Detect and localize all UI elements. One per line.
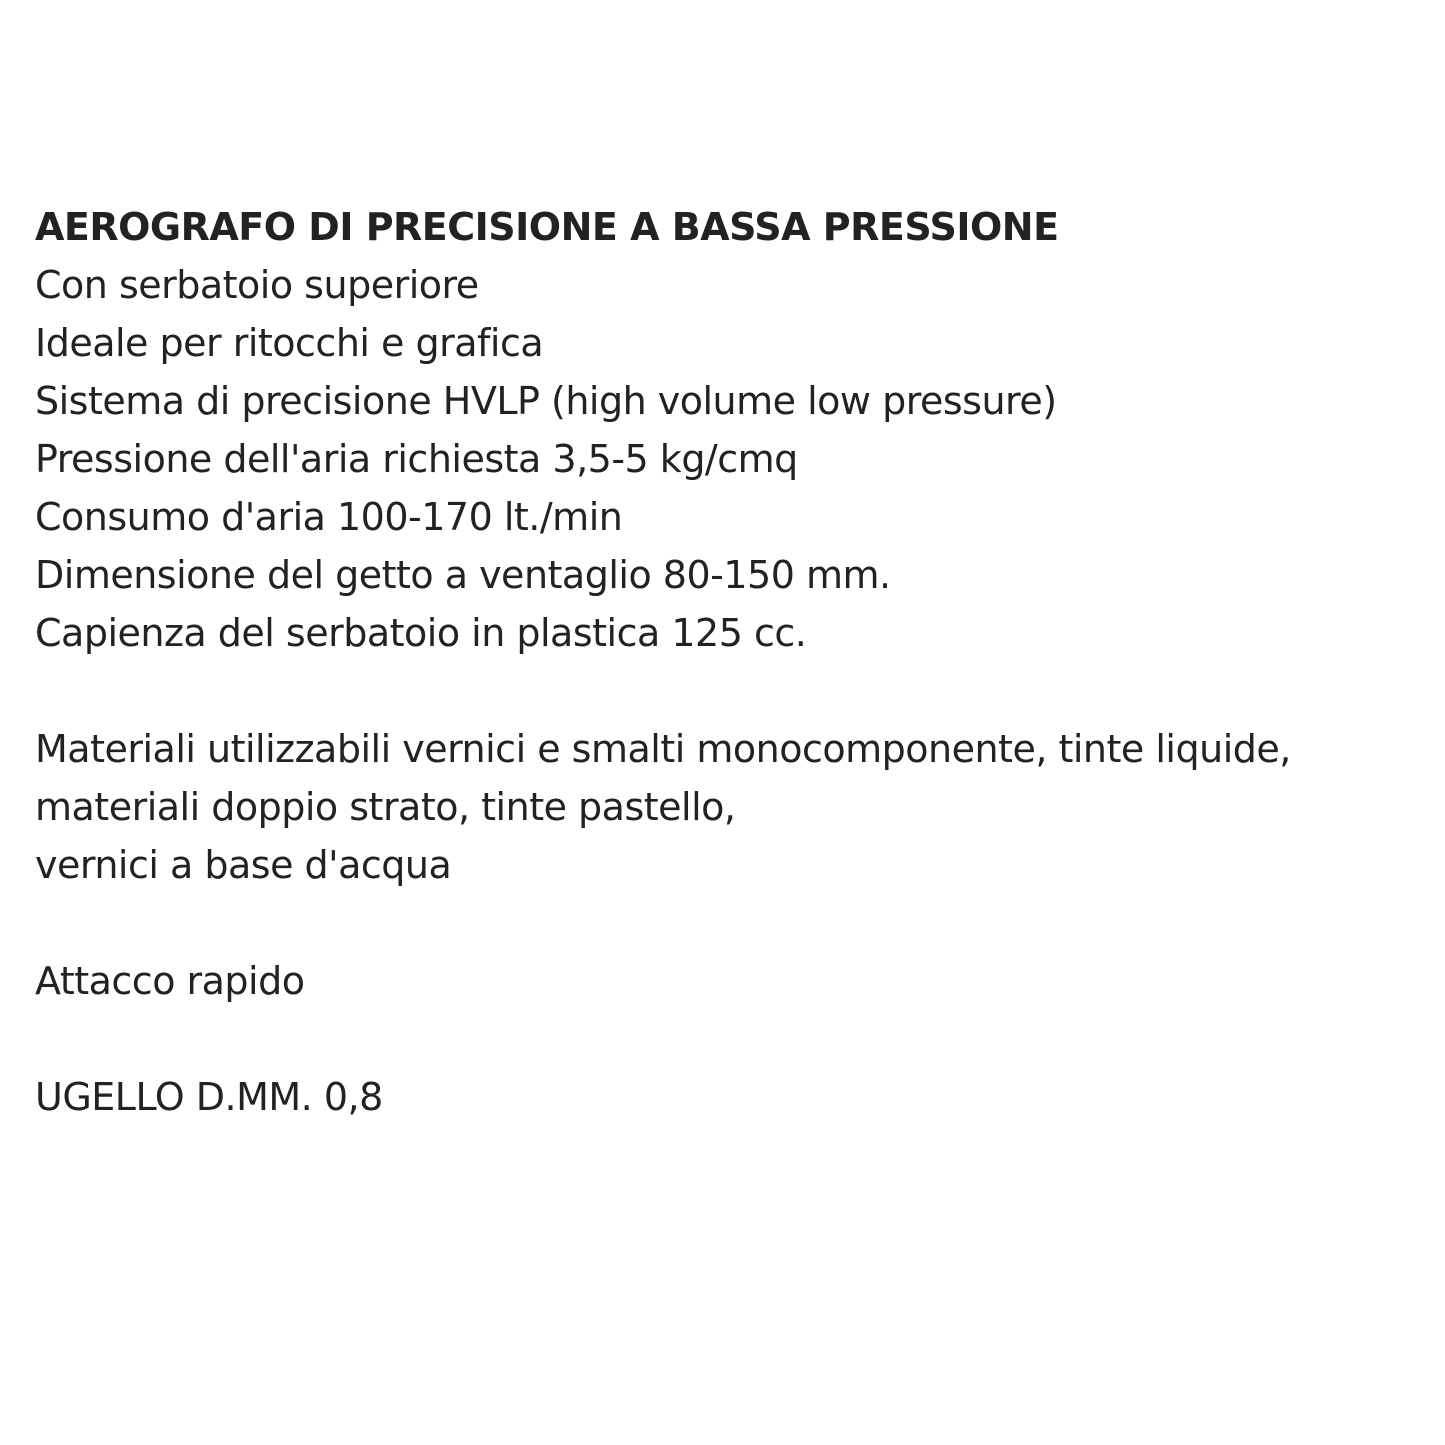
nozzle-line: UGELLO D.MM. 0,8 — [35, 1075, 383, 1119]
materials-line: materiali doppio strato, tinte pastello, — [35, 785, 736, 829]
product-description — [35, 198, 1415, 1126]
paragraph-gap — [35, 1010, 1415, 1068]
materials-line: vernici a base d'acqua — [35, 843, 452, 887]
feature-line: Ideale per ritocchi e grafica — [35, 321, 544, 365]
paragraph-gap — [35, 662, 1415, 720]
feature-line: Sistema di precisione HVLP (high volume low pressure) — [35, 379, 1057, 423]
feature-line: Con serbatoio superiore — [35, 263, 479, 307]
paragraph-gap — [35, 894, 1415, 952]
feature-line: Dimensione del getto a ventaglio 80-150 mm. — [35, 553, 891, 597]
feature-line: Capienza del serbatoio in plastica 125 cc. — [35, 611, 807, 655]
materials-line: Materiali utilizzabili vernici e smalti monocomponente, tinte liquide, — [35, 727, 1291, 771]
connection-line: Attacco rapido — [35, 959, 305, 1003]
feature-line: Consumo d'aria 100-170 lt./min — [35, 495, 623, 539]
feature-line: Pressione dell'aria richiesta 3,5-5 kg/cmq — [35, 437, 798, 481]
product-title: AEROGRAFO DI PRECISIONE A BASSA PRESSIONE — [35, 205, 1059, 249]
